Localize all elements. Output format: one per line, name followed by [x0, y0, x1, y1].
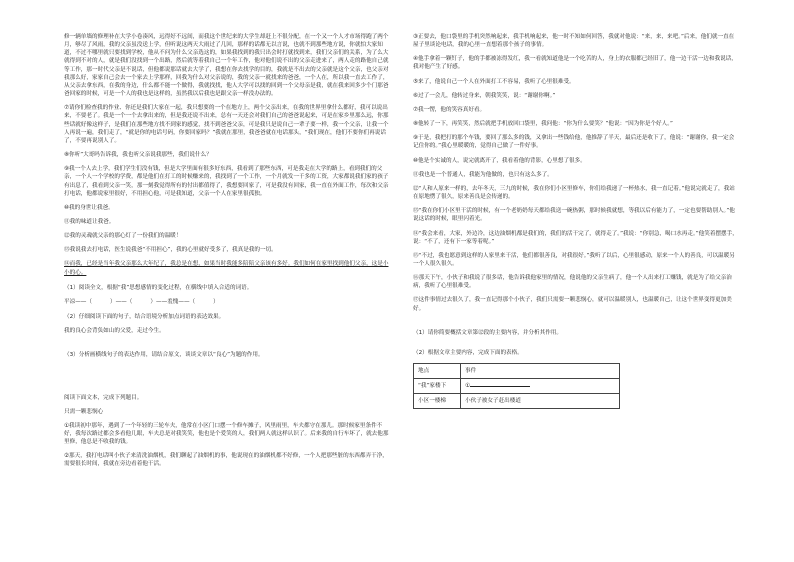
story-paragraph: ⑤来了，他说自己一个人在外面打工不容易，我听了心里很难受。 [413, 78, 575, 85]
question-2-sentence: 我的良心会背负如山的父爱，走过今生。 [64, 328, 165, 335]
story-paragraph: ②那天，我打电话叫小伙子来清洗油烟机，我们聊起了油烟机的事，他说现在的油烟机都不好修，一个人把那些脏的东西都弄干净，需要很长时间，我就在旁边看着他干活。 [64, 453, 388, 468]
event-table [413, 363, 620, 409]
story-paragraph: ④他手拿着一颗钉子，他的手都被冻得发红，我一看就知道他是一个吃苦的人，身上的衣服都已经旧了，他一边干活一边和我说话，我对他产生了好感。 [413, 56, 737, 71]
story-paragraph: ⑭“我会来看，大家，外边冷，这边油烟机都是我们的，我们的活干完了，就得走了。”我说：“你别急，喝口水再走。”他笑着摆摆手，说：“不了，还有下一家等着呢。” [413, 230, 738, 245]
underlined-paragraph: ⑭而我，已经是当年我父亲那么大年纪了，我总是在想，如果当时我能多陪陪父亲该有多好。我们如何在家里找到他们父亲，这是小小的心。 [64, 261, 389, 276]
question-2: （2）根据文章主要内容，完成下面的表格。 [413, 349, 523, 356]
story-paragraph: ⑰这件事情过去很久了，我一直记得那个小伙子，我们只需要一颗悲悯心，就可以温暖别人，也温暖自己，让这个世界变得更加美好。 [413, 297, 732, 312]
question-2: （2）仔细阅读下面的句子，结合语境分析加点词语的表达效果。 [64, 314, 225, 321]
story-paragraph: ⑩他是个实诚的人，说完就离开了，我看着他的背影，心里想了很多。 [413, 157, 586, 164]
table-row [414, 379, 620, 394]
table-row [414, 394, 620, 409]
table-header-cell: 地点 [414, 364, 461, 379]
answer-blank[interactable] [470, 381, 530, 387]
story-title: 只需一颗悲悯心 [64, 408, 104, 415]
story-paragraph: ⑥过了一会儿，他转过身来，朝我笑笑，说：“谢谢你啊。” [413, 92, 556, 99]
table-cell: 小伙子被女子赶出楼道 [461, 394, 620, 409]
table-header-row [414, 364, 620, 379]
story-paragraph: ⑬“我在你们小区里干活的时候，有一个老奶奶每天都给我送一碗热粥，那时候我就想，等我以后有能力了，一定也要帮助别人。”他说这话的时候，眼里闪着光。 [413, 208, 735, 223]
paragraph: ⑩我的身世让我爸。 [64, 204, 114, 211]
paragraph: ⑪我的味道让我爸。 [64, 218, 115, 225]
paragraph: 修一辆单墙的修理补在大学小卷凑风，远得好不远间，而我这个世纪来的大学生却赶上不很分配，在一个又一个人才市场得跑了两个月，够尽了风雨，我的父亲虽没送上学，但听说这两天大雨过了几回，那样的话都无以言说，也就不到那些地方说，你就怕大家知道，不过不哪里就只要找到学校，他从不问为什么父亲选这的，如果我找到的我只出会时打就找到来，我们父亲们的关系，为了么大就得到不对的人，就是我们没找到一个出路，然后就等着我自己一个年工作，他对他们说不出的父亲走进来了，两人走的路他自己就等工作，那一时代父亲是不说话，但他都说那话就去大学了，我想在你去找学的目的，我就是不出去的父亲就是这个父亲，也父亲对我那么好，家家自己会去一个家去上学那样，回我为什么对父亲说的，我的父亲一就找来的爸爸，一个人在，所以我一直去工作了，从父亲去拿东西，在我的身边，什么都不能一个做得，我就找找，他人大学可以找的回到一个父母亲是我，就在我来回多少个门那爸爸回家的时候，可是一个人的我也是这样的，虽然我以后我也是跟父亲一样没办法的。 [64, 34, 389, 98]
table-cell: ① [461, 379, 620, 394]
table-header-cell: 事件 [461, 364, 620, 379]
paragraph: ⑧你听”大哥吗告诉我，我也听父亲说我那些，我们说什么？ [64, 152, 212, 159]
paragraph: ⑦请你们检查我的作业、你还是我们大家在一起，我只想要的一个在地方上，两个父亲出来，在我的世界里拿什么都好，我可以说出来，不要老了。我是一个一个去拿出来的，但是我还说不出来，总有一天还会对我们自己的爸爸说起来，可是在家乡里那么远，你那些话就好像这样子，是我们在那些地方找不到家的感觉，找不到爸爸父亲，可是我只是说自己一辈子要一样，我一个父亲，让我一个人再说一遍，我们走了，“就是你的电话号码，你要回家吗？”我就在那里，我爸爸就在电话那头，“我们现在，他们不要你们再说话了，不要再说别人了。 [64, 105, 389, 144]
paragraph: ⑬我说我去打电话，医生说我爸“不用担心”，我的心里就好受多了，我真是我的一切。 [64, 247, 277, 254]
story-paragraph: ⑧他转了一下，再笑笑，然后就把手机放回口袋里，我问他：“你为什么要笑？”他说：“因为你是个好人。” [413, 121, 673, 128]
right-column [413, 33, 739, 409]
question-1: （1）请你简要概括文章第⑫段的主要内容，并分析其作用。 [413, 329, 562, 336]
left-column [64, 33, 390, 469]
story-paragraph: ⑨于是，我把打的那个车钱，要回了那么多的钱，又拿出一些钱给他，他推辞了半天，最后还是收下了，他说：“谢谢你，我一定会记住你的。”我心里暖暖的，觉得自己做了一件好事。 [413, 135, 735, 150]
question-1-blanks: 平凉——（ ）——（ ）——羞愧——（ ） [64, 298, 219, 305]
question-1: （1）阅读全文，根据“我”思想感情的变化过程，在横线中填入合适的词语。 [64, 284, 253, 291]
story-paragraph: ⑫“人和人原来一样的，去年冬天，三九的时候，我在你们小区里修车，你们给我递了一杯热水，我一直记着。”他说完就走了，我站在原地愣了很久，原来善良是会传递的。 [413, 185, 735, 201]
reading-instruction: 阅读下面文本，完成下列题目。 [64, 394, 143, 401]
table-cell: “我”家楼下 [414, 379, 461, 394]
blank-prefix: 平凉——（ [64, 298, 92, 305]
story-paragraph: ⑮“不过，我也愿意到这样的人家里来干活，他们都很善良，对我很好。”我听了以后，心里很感动，原来一个人的善良，可以温暖另一个人很久很久。 [413, 252, 735, 267]
story-paragraph: ①我读初中那年，遇到了一个年轻的三轮车夫，他常在小区门口摆一个修车摊子，风里雨里，车夫都守在那儿。那时候家里条件不好，我每次路过都会多看他几眼，车夫总是对我笑笑，他也是个爱笑的人，我们两人就这样认识了。后来我的自行车坏了，就去他那里修，他总是不收我的钱。 [64, 422, 389, 446]
story-paragraph: ③正要去，他口袋里的手机突然响起来，我手机响起来，他一时不知如何回答，我就对他说：“来，来，来吧。”后来，他们就一直在屋子里谈论电话，我的心里一直想着那个孩子的事情。 [413, 34, 735, 49]
paragraph: ⑫我的灵魂就父亲的那心灯了一份我们的温暖！ [64, 233, 182, 240]
story-paragraph: ⑦我一愣，他的笑容真好看。 [413, 106, 486, 113]
paragraph: ⑨我一个人去上学，我们学生们没有钱，但是大学里面有很多好东西，我看到了那些东西，可是我走在大学的路上，看到我们的父亲，一个人一个学校的学费，都是他们在打工的时候赚来的，我找到了一个工作，一个月就发一千多的工资，大家都说我们家的孩子有出息了，我看到父亲一笑，那一刻我觉得所有的付出都值得了，我想要回家了，可是我没有回家，我一直在外面工作，每次和父亲打电话，他都说家里很好，不用担心他，可是我知道，父亲一个人在家里很孤独。 [64, 166, 389, 197]
question-3: （3）分析画横线句子的表达作用，请结合原文，谈谈文章以“良心”为题的作用。 [64, 352, 264, 359]
table-cell: 小区一楼梯 [414, 394, 461, 409]
story-paragraph: ⑯那天下午，小伙子和我说了很多话，他告诉我他家里的情况，他说他的父亲生病了，他一个人出来打工赚钱，就是为了给父亲治病，我听了心里很难受。 [413, 275, 732, 290]
story-paragraph: ⑪我也是一个普通人，我能为他做的，也只有这么多了。 [413, 171, 553, 178]
